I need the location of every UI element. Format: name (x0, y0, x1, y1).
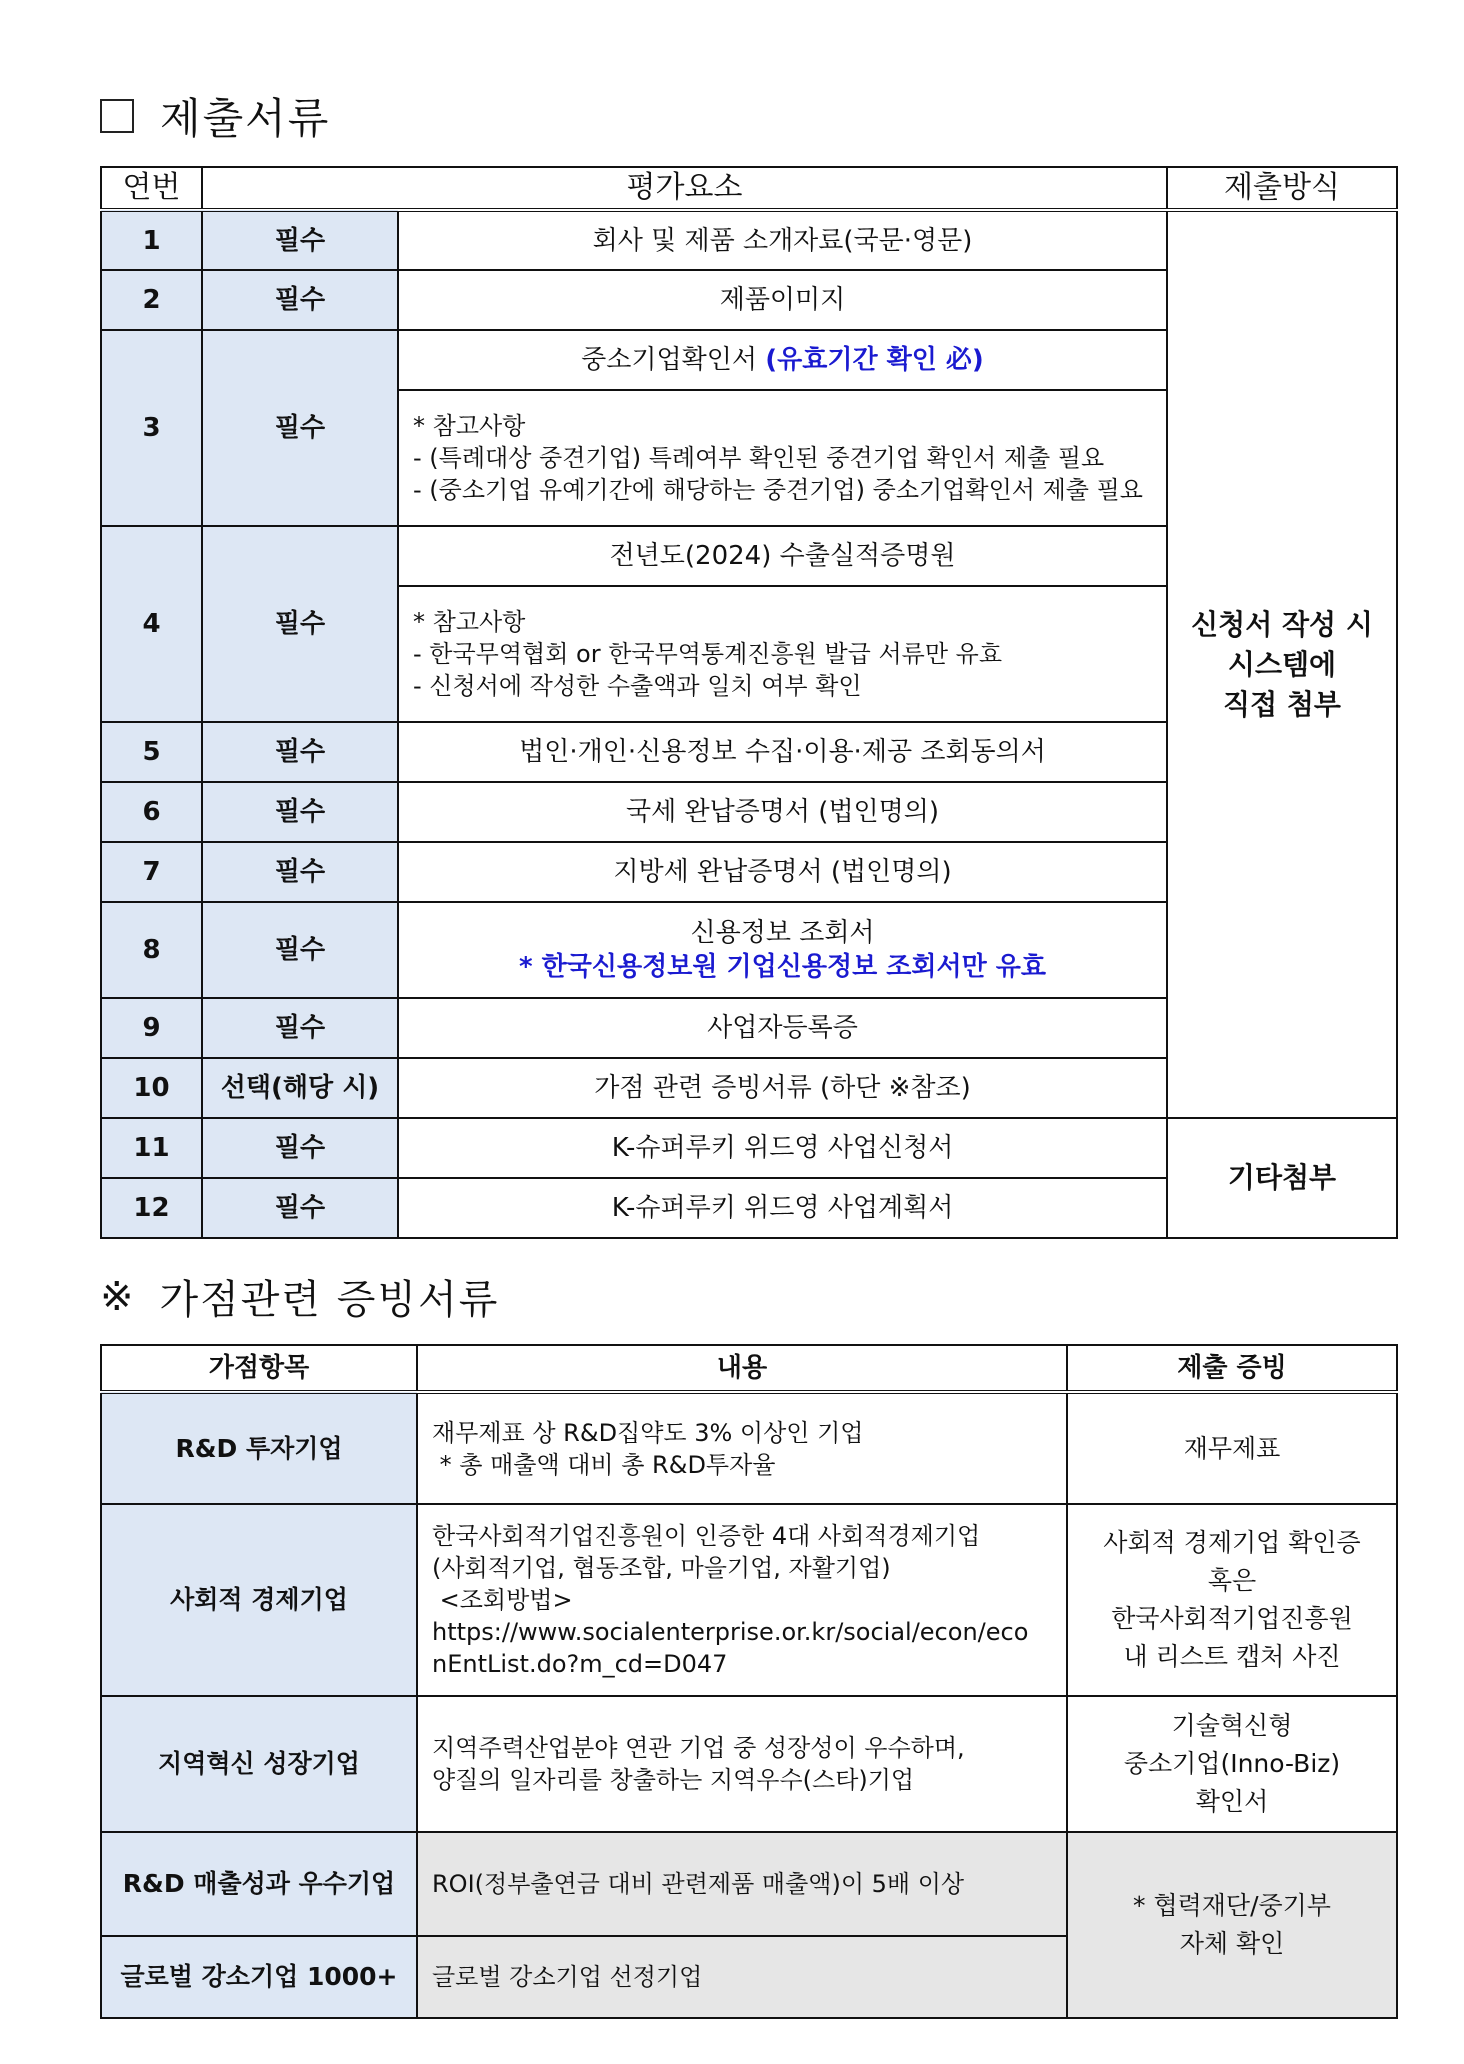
bonus-documents-table (100, 1344, 1398, 2019)
table-row (101, 1118, 1397, 1178)
row-item: 법인·개인·신용정보 수집·이용·제공 조회동의서 (398, 722, 1167, 782)
row-item: 제품이미지 (398, 270, 1167, 330)
row-notes (398, 390, 1167, 526)
row-req: 필수 (202, 1178, 398, 1238)
method-line: 직접 첨부 (1223, 687, 1341, 721)
note-line: - 신청서에 작성한 수출액과 일치 여부 확인 (413, 672, 862, 700)
checkbox-square-icon (100, 99, 134, 133)
reference-mark-icon: ※ (100, 1273, 136, 1320)
row-proof-shared (1067, 1832, 1397, 2018)
content-line: <조회방법> (432, 1586, 573, 1614)
content-line: 재무제표 상 R&D집약도 3% 이상인 기업 (432, 1418, 864, 1447)
header-proof: 제출 증빙 (1067, 1345, 1397, 1392)
row-num: 1 (101, 210, 202, 270)
row-item: 전년도(2024) 수출실적증명원 (398, 526, 1167, 586)
row-notes (398, 586, 1167, 722)
content-url: https://www.socialenterprise.or.kr/social/econ/eco (432, 1618, 1029, 1646)
row-category: R&D 투자기업 (101, 1392, 417, 1504)
table-row (101, 1696, 1397, 1832)
note-line: * 참고사항 (413, 608, 526, 636)
row-content (417, 1696, 1067, 1832)
row-item (398, 330, 1167, 390)
row-item: K-슈퍼루키 위드영 사업계획서 (398, 1178, 1167, 1238)
row-num: 8 (101, 902, 202, 998)
row-item: 국세 완납증명서 (법인명의) (398, 782, 1167, 842)
content-line: 지역주력산업분야 연관 기업 중 성장성이 우수하며, (432, 1734, 965, 1762)
row-num: 5 (101, 722, 202, 782)
row-req: 필수 (202, 210, 398, 270)
section-title (100, 86, 330, 146)
note-line: - (중소기업 유예기간에 해당하는 중견기업) 중소기업확인서 제출 필요 (413, 476, 1143, 504)
proof-line: 한국사회적기업진흥원 (1111, 1604, 1353, 1633)
row-content (417, 1504, 1067, 1696)
table-header-row (101, 1345, 1397, 1392)
proof-line: 사회적 경제기업 확인증 (1103, 1528, 1361, 1557)
proof-line: * 협력재단/중기부 (1133, 1891, 1331, 1920)
proof-line: 기술혁신형 (1171, 1711, 1293, 1740)
row-req: 선택(해당 시) (202, 1058, 398, 1118)
row-category: 글로벌 강소기업 1000+ (101, 1936, 417, 2018)
row-item-text: 중소기업확인서 (581, 345, 757, 375)
row-content: 글로벌 강소기업 선정기업 (417, 1936, 1067, 2018)
table-header-row (101, 167, 1397, 210)
row-req: 필수 (202, 722, 398, 782)
proof-line: 자체 확인 (1179, 1929, 1285, 1958)
row-num: 4 (101, 526, 202, 722)
row-category: R&D 매출성과 우수기업 (101, 1832, 417, 1936)
row-req: 필수 (202, 1118, 398, 1178)
row-item: K-슈퍼루키 위드영 사업신청서 (398, 1118, 1167, 1178)
row-proof: 재무제표 (1067, 1392, 1397, 1504)
note-line: - 한국무역협회 or 한국무역통계진흥원 발급 서류만 유효 (413, 640, 1003, 668)
row-item-text: 신용정보 조회서 (690, 918, 875, 948)
table-row (101, 1504, 1397, 1696)
row-num: 11 (101, 1118, 202, 1178)
row-category: 사회적 경제기업 (101, 1504, 417, 1696)
row-num: 6 (101, 782, 202, 842)
row-num: 12 (101, 1178, 202, 1238)
row-content: ROI(정부출연금 대비 관련제품 매출액)이 5배 이상 (417, 1832, 1067, 1936)
row-num: 7 (101, 842, 202, 902)
proof-line: 확인서 (1195, 1787, 1269, 1816)
row-req: 필수 (202, 270, 398, 330)
submission-documents-table (100, 166, 1398, 1239)
content-line: * 총 매출액 대비 총 R&D투자율 (432, 1450, 776, 1479)
header-content: 내용 (417, 1345, 1067, 1392)
row-content (417, 1392, 1067, 1504)
header-num: 연번 (101, 167, 202, 210)
row-item-highlight: (유효기간 확인 必) (765, 345, 984, 375)
row-req: 필수 (202, 902, 398, 998)
row-item (398, 902, 1167, 998)
row-proof (1067, 1504, 1397, 1696)
content-line: 한국사회적기업진흥원이 인증한 4대 사회적경제기업 (432, 1522, 981, 1550)
table-row (101, 1392, 1397, 1504)
content-line: (사회적기업, 협동조합, 마을기업, 자활기업) (432, 1554, 891, 1582)
row-req: 필수 (202, 998, 398, 1058)
row-req: 필수 (202, 526, 398, 722)
row-item: 사업자등록증 (398, 998, 1167, 1058)
row-req: 필수 (202, 330, 398, 526)
header-cat: 가점항목 (101, 1345, 417, 1392)
method-other-attach: 기타첨부 (1167, 1118, 1397, 1238)
row-num: 9 (101, 998, 202, 1058)
note-line: * 참고사항 (413, 412, 526, 440)
row-req: 필수 (202, 782, 398, 842)
content-line: 양질의 일자리를 창출하는 지역우수(스타)기업 (432, 1766, 915, 1794)
row-item-highlight: * 한국신용정보원 기업신용정보 조회서만 유효 (519, 952, 1047, 982)
section-title-text: 제출서류 (160, 94, 331, 143)
method-line: 시스템에 (1227, 647, 1337, 681)
proof-line: 내 리스트 캡처 사진 (1123, 1642, 1341, 1671)
proof-line: 중소기업(Inno-Biz) (1123, 1749, 1341, 1778)
bonus-section-title-text: 가점관련 증빙서류 (159, 1277, 500, 1323)
proof-line: 혹은 (1207, 1566, 1257, 1595)
method-direct-attach (1167, 210, 1397, 1118)
row-item: 지방세 완납증명서 (법인명의) (398, 842, 1167, 902)
header-eval: 평가요소 (202, 167, 1167, 210)
content-url: nEntList.do?m_cd=D047 (432, 1650, 728, 1678)
row-num: 10 (101, 1058, 202, 1118)
header-method: 제출방식 (1167, 167, 1397, 210)
table-row (101, 210, 1397, 270)
row-req: 필수 (202, 842, 398, 902)
bonus-section-title (100, 1268, 499, 1325)
row-item: 가점 관련 증빙서류 (하단 ※참조) (398, 1058, 1167, 1118)
method-line: 신청서 작성 시 (1191, 607, 1373, 641)
row-item: 회사 및 제품 소개자료(국문·영문) (398, 210, 1167, 270)
row-num: 3 (101, 330, 202, 526)
table-row (101, 1832, 1397, 1936)
note-line: - (특례대상 중견기업) 특례여부 확인된 중견기업 확인서 제출 필요 (413, 444, 1105, 472)
row-num: 2 (101, 270, 202, 330)
row-proof (1067, 1696, 1397, 1832)
row-category: 지역혁신 성장기업 (101, 1696, 417, 1832)
